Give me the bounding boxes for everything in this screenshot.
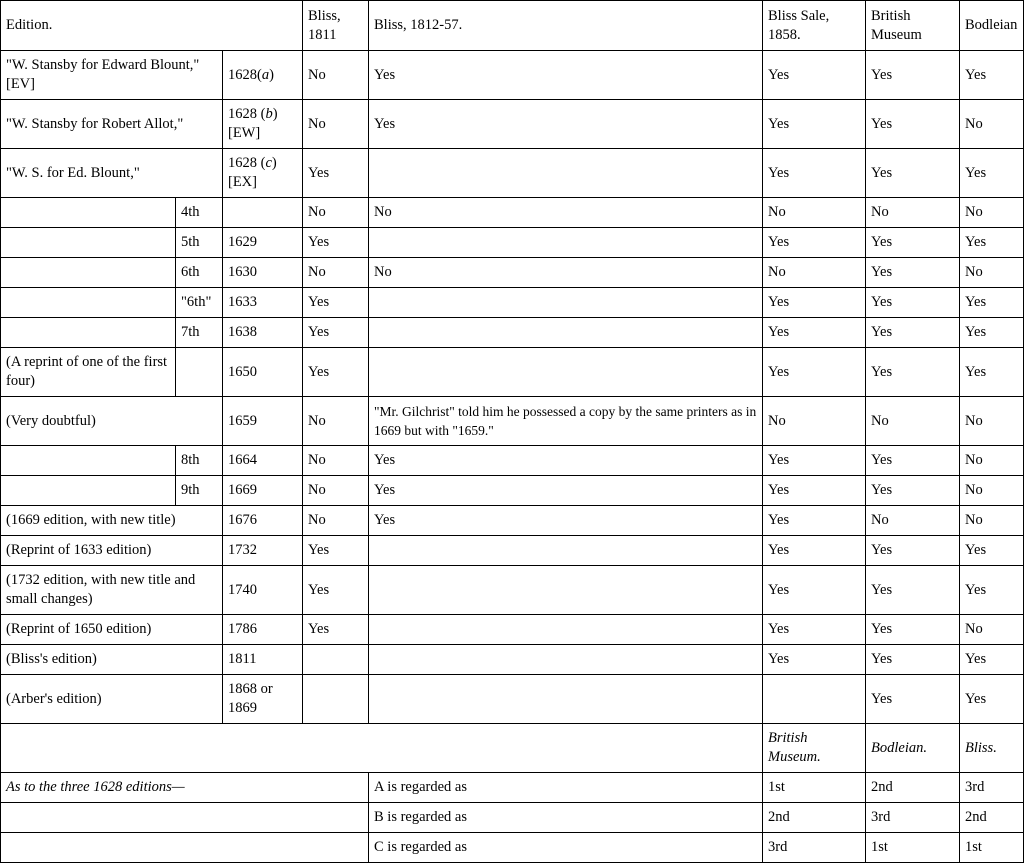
table-row <box>1 536 1024 566</box>
bliss-1811-cell: No <box>303 51 369 100</box>
year-cell: 1732 <box>223 536 303 566</box>
bodleian-cell: Yes <box>960 318 1024 348</box>
bodleian-cell: Yes <box>960 566 1024 615</box>
bliss-sale-cell: Yes <box>763 51 866 100</box>
bodleian-cell: No <box>960 446 1024 476</box>
ranking-spacer <box>1 833 369 863</box>
bodleian-cell: No <box>960 476 1024 506</box>
year-letter: c <box>265 155 272 171</box>
ordinal-cell: 5th <box>176 228 223 258</box>
header-british-museum: British Museum <box>866 1 960 51</box>
bliss-sale-cell: No <box>763 258 866 288</box>
bodleian-cell: No <box>960 397 1024 446</box>
ranking-header-british-museum: British Museum. <box>763 724 866 773</box>
bliss-1812-cell <box>369 348 763 397</box>
header-bliss-1812-57: Bliss, 1812-57. <box>369 1 763 51</box>
bliss-1811-cell: Yes <box>303 318 369 348</box>
bliss-sale-cell: Yes <box>763 645 866 675</box>
bliss-sale-cell: Yes <box>763 149 866 198</box>
bodleian-cell: Yes <box>960 675 1024 724</box>
bliss-1812-cell: Yes <box>369 100 763 149</box>
bliss-1811-cell: Yes <box>303 149 369 198</box>
table-row <box>1 100 1024 149</box>
table-row <box>1 615 1024 645</box>
bliss-1811-cell: No <box>303 100 369 149</box>
bliss-1811-cell: Yes <box>303 288 369 318</box>
british-museum-cell: Yes <box>866 536 960 566</box>
year-cell <box>223 149 303 198</box>
ranking-bliss: 3rd <box>960 773 1024 803</box>
edition-cell <box>1 288 176 318</box>
ranking-spacer <box>1 803 369 833</box>
ranking-label: B is regarded as <box>369 803 763 833</box>
header-bliss-1811: Bliss, 1811 <box>303 1 369 51</box>
ranking-bliss: 2nd <box>960 803 1024 833</box>
british-museum-cell: Yes <box>866 100 960 149</box>
british-museum-cell: Yes <box>866 348 960 397</box>
bodleian-cell: Yes <box>960 536 1024 566</box>
header-bliss-sale: Bliss Sale, 1858. <box>763 1 866 51</box>
bliss-sale-cell: Yes <box>763 615 866 645</box>
bliss-1812-cell <box>369 645 763 675</box>
british-museum-cell: Yes <box>866 615 960 645</box>
bodleian-cell: No <box>960 258 1024 288</box>
header-bodleian: Bodleian <box>960 1 1024 51</box>
edition-cell: (1732 edition, with new title and small changes) <box>1 566 223 615</box>
year-cell: 1740 <box>223 566 303 615</box>
ranking-bodleian: 2nd <box>866 773 960 803</box>
bodleian-cell: Yes <box>960 348 1024 397</box>
bliss-sale-cell: Yes <box>763 318 866 348</box>
bliss-1812-cell: Yes <box>369 476 763 506</box>
ordinal-cell: 9th <box>176 476 223 506</box>
ordinal-cell <box>176 348 223 397</box>
bliss-1812-cell <box>369 149 763 198</box>
bliss-1812-cell <box>369 318 763 348</box>
ranking-header-spacer <box>1 724 763 773</box>
ranking-row <box>1 773 1024 803</box>
ranking-header-bodleian: Bodleian. <box>866 724 960 773</box>
bodleian-cell: Yes <box>960 228 1024 258</box>
bliss-1812-cell <box>369 615 763 645</box>
bliss-sale-cell: Yes <box>763 288 866 318</box>
year-cell: 1786 <box>223 615 303 645</box>
british-museum-cell: Yes <box>866 288 960 318</box>
year-text: 1628 ( <box>228 155 266 171</box>
year-cell <box>223 51 303 100</box>
bodleian-cell: No <box>960 198 1024 228</box>
bodleian-cell: No <box>960 100 1024 149</box>
bodleian-cell: Yes <box>960 51 1024 100</box>
bliss-1811-cell: No <box>303 397 369 446</box>
edition-cell <box>1 198 176 228</box>
british-museum-cell: No <box>866 506 960 536</box>
bliss-sale-cell: Yes <box>763 228 866 258</box>
bodleian-cell: No <box>960 506 1024 536</box>
table-row <box>1 228 1024 258</box>
edition-cell: "W. Stansby for Edward Blount,"[EV] <box>1 51 223 100</box>
table-row <box>1 288 1024 318</box>
bliss-sale-cell: Yes <box>763 100 866 149</box>
bliss-1812-cell <box>369 566 763 615</box>
bliss-1811-cell: Yes <box>303 348 369 397</box>
year-cell: 1811 <box>223 645 303 675</box>
ranking-header-row <box>1 724 1024 773</box>
bliss-1811-cell: Yes <box>303 615 369 645</box>
ranking-bliss: 1st <box>960 833 1024 863</box>
british-museum-cell: Yes <box>866 228 960 258</box>
table-row <box>1 506 1024 536</box>
edition-cell: (Bliss's edition) <box>1 645 223 675</box>
edition-cell: (A reprint of one of the first four) <box>1 348 176 397</box>
british-museum-cell: Yes <box>866 675 960 724</box>
year-cell: 1630 <box>223 258 303 288</box>
british-museum-cell: Yes <box>866 149 960 198</box>
bodleian-cell: Yes <box>960 645 1024 675</box>
ranking-row <box>1 833 1024 863</box>
edition-cell <box>1 228 176 258</box>
year-text-suffix: ) [EX] <box>228 155 277 190</box>
ranking-british-museum: 3rd <box>763 833 866 863</box>
bliss-1812-cell: Yes <box>369 51 763 100</box>
bliss-sale-cell: No <box>763 397 866 446</box>
bliss-1811-cell: No <box>303 476 369 506</box>
ranking-bodleian: 3rd <box>866 803 960 833</box>
ordinal-cell: 8th <box>176 446 223 476</box>
year-cell: 1676 <box>223 506 303 536</box>
bliss-sale-cell: Yes <box>763 348 866 397</box>
bliss-1812-cell <box>369 288 763 318</box>
year-cell: 1633 <box>223 288 303 318</box>
year-letter: b <box>265 106 273 122</box>
table-row <box>1 51 1024 100</box>
bliss-1812-cell: Yes <box>369 506 763 536</box>
british-museum-cell: Yes <box>866 318 960 348</box>
edition-cell: "W. Stansby for Robert Allot," <box>1 100 223 149</box>
table-row <box>1 348 1024 397</box>
edition-cell: "W. S. for Ed. Blount," <box>1 149 223 198</box>
year-cell: 1629 <box>223 228 303 258</box>
edition-cell: (Reprint of 1633 edition) <box>1 536 223 566</box>
ordinal-cell: 7th <box>176 318 223 348</box>
bliss-1811-cell: No <box>303 258 369 288</box>
table-row <box>1 149 1024 198</box>
bodleian-cell: No <box>960 615 1024 645</box>
year-cell: 1650 <box>223 348 303 397</box>
table-row <box>1 476 1024 506</box>
ranking-intro: As to the three 1628 editions— <box>1 773 369 803</box>
bliss-sale-cell: Yes <box>763 506 866 536</box>
year-letter: a <box>261 66 270 83</box>
bliss-1811-cell: No <box>303 506 369 536</box>
edition-cell: (Reprint of 1650 edition) <box>1 615 223 645</box>
bliss-sale-cell: Yes <box>763 536 866 566</box>
bliss-1811-cell: Yes <box>303 536 369 566</box>
bliss-1811-cell: Yes <box>303 566 369 615</box>
bliss-sale-cell <box>763 675 866 724</box>
bliss-1812-cell: No <box>369 258 763 288</box>
british-museum-cell: No <box>866 397 960 446</box>
bliss-1812-cell <box>369 536 763 566</box>
year-text: 1628( <box>228 66 262 83</box>
ranking-row <box>1 803 1024 833</box>
ordinal-cell: 6th <box>176 258 223 288</box>
ordinal-cell: 4th <box>176 198 223 228</box>
edition-cell: (Arber's edition) <box>1 675 223 724</box>
year-cell: 1868 or 1869 <box>223 675 303 724</box>
british-museum-cell: No <box>866 198 960 228</box>
table-row <box>1 318 1024 348</box>
year-cell: 1638 <box>223 318 303 348</box>
header-edition: Edition. <box>1 1 303 51</box>
bliss-sale-cell: No <box>763 198 866 228</box>
bliss-1811-cell <box>303 645 369 675</box>
edition-cell <box>1 476 176 506</box>
bliss-1812-cell <box>369 228 763 258</box>
bliss-1811-cell <box>303 675 369 724</box>
bliss-1811-cell: No <box>303 198 369 228</box>
bliss-1812-cell: No <box>369 198 763 228</box>
table-row <box>1 645 1024 675</box>
table-row <box>1 675 1024 724</box>
edition-cell: (1669 edition, with new title) <box>1 506 223 536</box>
edition-cell <box>1 318 176 348</box>
british-museum-cell: Yes <box>866 645 960 675</box>
edition-cell <box>1 258 176 288</box>
bliss-sale-cell: Yes <box>763 566 866 615</box>
bliss-1811-cell: No <box>303 446 369 476</box>
ordinal-cell: "6th" <box>176 288 223 318</box>
british-museum-cell: Yes <box>866 476 960 506</box>
year-text: 1628 ( <box>228 106 266 122</box>
bliss-1812-cell <box>369 675 763 724</box>
year-text-suffix: ) <box>269 66 274 83</box>
bliss-1812-cell: Yes <box>369 446 763 476</box>
ranking-british-museum: 1st <box>763 773 866 803</box>
year-cell <box>223 100 303 149</box>
ranking-british-museum: 2nd <box>763 803 866 833</box>
bliss-1811-cell: Yes <box>303 228 369 258</box>
bliss-1812-cell: "Mr. Gilchrist" told him he possessed a copy by the same printers as in 1669 but with "1659." <box>369 397 763 446</box>
british-museum-cell: Yes <box>866 446 960 476</box>
ranking-label: A is regarded as <box>369 773 763 803</box>
table-row <box>1 198 1024 228</box>
bliss-sale-cell: Yes <box>763 446 866 476</box>
header-row <box>1 1 1024 51</box>
british-museum-cell: Yes <box>866 258 960 288</box>
bodleian-cell: Yes <box>960 288 1024 318</box>
year-cell <box>223 198 303 228</box>
bliss-sale-cell: Yes <box>763 476 866 506</box>
ranking-label: C is regarded as <box>369 833 763 863</box>
ranking-bodleian: 1st <box>866 833 960 863</box>
table-row <box>1 446 1024 476</box>
edition-cell <box>1 446 176 476</box>
table-row <box>1 258 1024 288</box>
year-text-suffix: ) [EW] <box>228 106 278 141</box>
british-museum-cell: Yes <box>866 566 960 615</box>
table-row <box>1 397 1024 446</box>
bodleian-cell: Yes <box>960 149 1024 198</box>
year-cell: 1669 <box>223 476 303 506</box>
ranking-header-bliss: Bliss. <box>960 724 1024 773</box>
edition-cell: (Very doubtful) <box>1 397 223 446</box>
year-cell: 1659 <box>223 397 303 446</box>
british-museum-cell: Yes <box>866 51 960 100</box>
year-cell: 1664 <box>223 446 303 476</box>
table-row <box>1 566 1024 615</box>
